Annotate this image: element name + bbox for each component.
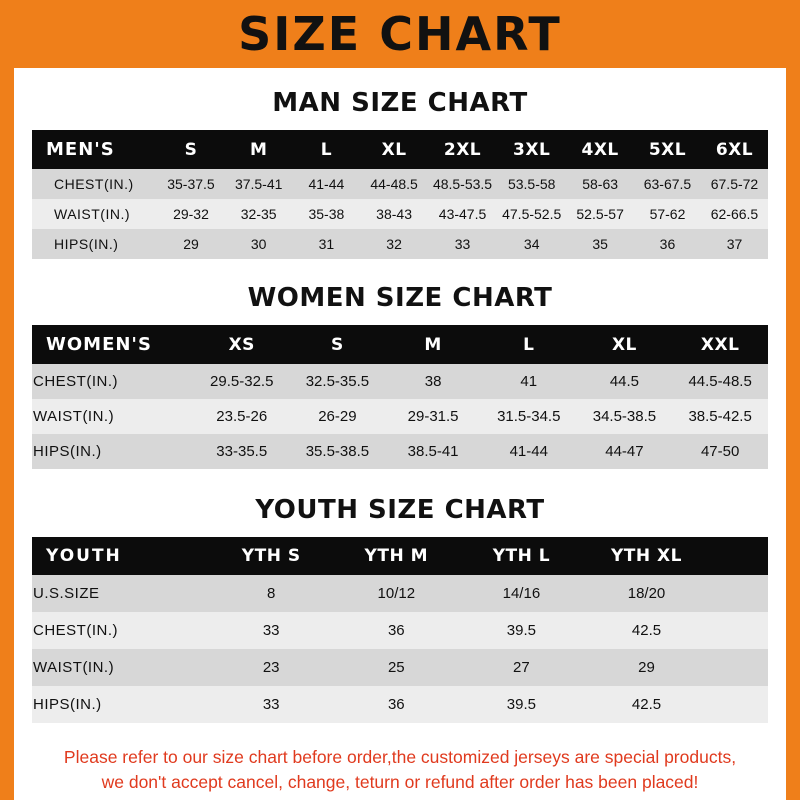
table-cell: 38.5-42.5	[688, 408, 752, 425]
table-cell: 35-37.5	[167, 176, 215, 192]
table-cell: 44.5-48.5	[688, 373, 752, 390]
header-cell: YOUTH	[46, 546, 122, 566]
table-cell: 39.5	[506, 696, 536, 713]
header-cell: 4XL	[581, 139, 619, 160]
table-cell: 35-38	[308, 206, 345, 222]
footer-note	[32, 745, 768, 796]
table-row	[32, 686, 768, 723]
table-cell: 41	[520, 373, 538, 390]
section-title-women: WOMEN SIZE CHART	[247, 283, 553, 313]
table-cell: 33	[262, 622, 280, 639]
table-cell: 29.5-32.5	[210, 373, 274, 390]
table-cell: 29-32	[173, 206, 209, 222]
table-cell: 37.5-41	[234, 176, 283, 192]
header-cell: YTH L	[492, 546, 551, 566]
table-cell: 39.5	[506, 622, 536, 639]
table-cell-empty	[709, 612, 768, 649]
table-cell: 67.5-72	[710, 176, 759, 192]
table-cell: 58-63	[582, 176, 619, 192]
table-cell: 52.5-57	[576, 206, 624, 222]
header-cell: M	[424, 334, 442, 355]
table-cell: 44-47	[605, 443, 644, 460]
section-title-youth: YOUTH SIZE CHART	[255, 495, 545, 525]
table-cell: 41-44	[308, 176, 345, 192]
header-cell: 2XL	[443, 139, 482, 160]
row-label: CHEST(IN.)	[33, 622, 118, 639]
header-cell: S	[331, 334, 344, 355]
table-row	[32, 575, 768, 612]
row-label: HIPS(IN.)	[33, 443, 102, 460]
table-row	[32, 364, 768, 399]
table-cell: 41-44	[509, 443, 548, 460]
row-label: CHEST(IN.)	[33, 373, 118, 390]
table-cell: 31	[318, 236, 335, 252]
header-cell: YTH S	[241, 546, 301, 566]
header-cell: YTH XL	[611, 546, 682, 566]
header-cell: XXL	[700, 334, 740, 355]
chart-content	[14, 88, 786, 796]
footer-line-1: Please refer to our size chart before order,the customized jerseys are special products,	[63, 747, 737, 767]
table-cell: 57-62	[649, 206, 686, 222]
table-cell: 33	[454, 236, 471, 252]
table-cell: 31.5-34.5	[497, 408, 561, 425]
table-cell: 18/20	[627, 585, 666, 602]
table-cell: 44.5	[609, 373, 640, 390]
women-size-table	[32, 325, 768, 469]
table-cell: 37	[726, 236, 743, 252]
table-cell: 53.5-58	[507, 176, 556, 192]
table-cell: 47-50	[700, 443, 740, 460]
table-cell: 8	[267, 585, 276, 602]
table-cell: 36	[387, 696, 405, 713]
table-cell: 34	[523, 236, 540, 252]
table-row	[32, 434, 768, 469]
table-row	[32, 612, 768, 649]
table-header-row	[32, 325, 768, 364]
table-header-row	[32, 537, 768, 575]
header-cell: M	[249, 139, 268, 160]
table-cell: 35	[592, 236, 608, 252]
table-cell: 38	[424, 373, 442, 390]
header-cell: 5XL	[648, 139, 687, 160]
row-label: HIPS(IN.)	[54, 236, 119, 252]
table-cell: 30	[250, 236, 267, 252]
table-row	[32, 199, 768, 229]
footer-line-2: we don't accept cancel, change, teturn or refund after order has been placed!	[101, 772, 699, 793]
table-cell: 32	[386, 236, 402, 252]
section-title-man: MAN SIZE CHART	[272, 88, 528, 118]
table-row	[32, 649, 768, 686]
row-label: WAIST(IN.)	[33, 408, 115, 425]
table-cell: 23	[262, 659, 280, 676]
table-cell: 29	[183, 236, 199, 252]
table-cell: 38-43	[376, 206, 412, 222]
youth-size-table	[32, 537, 768, 723]
section-youth	[32, 495, 768, 723]
table-cell: 36	[659, 236, 676, 252]
table-cell-empty	[709, 649, 768, 686]
row-label: WAIST(IN.)	[33, 659, 115, 676]
table-header-row	[32, 130, 768, 169]
header-cell: 6XL	[715, 139, 754, 160]
table-cell: 44-48.5	[370, 176, 418, 192]
header-cell: YTH M	[364, 546, 429, 566]
man-size-table	[32, 130, 768, 259]
table-cell: 27	[513, 659, 530, 676]
table-cell: 10/12	[377, 585, 416, 602]
table-cell: 26-29	[318, 408, 357, 425]
table-cell: 62-66.5	[710, 206, 759, 222]
table-cell: 29	[638, 659, 655, 676]
header-cell: XL	[611, 334, 637, 355]
table-cell: 32-35	[240, 206, 277, 222]
page-banner	[14, 0, 786, 68]
page-title: SIZE CHART	[238, 7, 562, 61]
table-row	[32, 399, 768, 434]
table-cell: 42.5	[631, 696, 662, 713]
table-cell: 32.5-35.5	[305, 373, 370, 390]
table-cell: 43-47.5	[438, 206, 487, 222]
table-cell: 47.5-52.5	[502, 206, 562, 222]
table-row	[32, 229, 768, 259]
header-cell: XS	[228, 334, 255, 355]
table-cell: 63-67.5	[643, 176, 692, 192]
header-cell-empty	[709, 537, 768, 575]
table-cell: 34.5-38.5	[592, 408, 657, 425]
row-label: HIPS(IN.)	[33, 696, 102, 713]
table-cell: 25	[387, 659, 405, 676]
table-cell: 38.5-41	[407, 443, 459, 460]
row-label: WAIST(IN.)	[54, 206, 131, 222]
header-cell: WOMEN'S	[46, 334, 152, 355]
table-cell: 42.5	[631, 622, 662, 639]
header-cell: L	[523, 334, 535, 355]
section-women	[32, 283, 768, 469]
header-cell: MEN'S	[46, 139, 115, 160]
table-cell: 36	[387, 622, 405, 639]
section-man	[32, 88, 768, 259]
header-cell: 3XL	[513, 139, 551, 160]
table-row	[32, 169, 768, 199]
header-cell: L	[320, 139, 333, 160]
row-label: U.S.SIZE	[33, 585, 100, 602]
table-cell: 14/16	[502, 585, 541, 602]
header-cell: XL	[381, 139, 407, 160]
table-cell-empty	[709, 575, 768, 612]
table-cell: 29-31.5	[407, 408, 459, 425]
header-cell: S	[184, 139, 198, 160]
table-cell: 33	[262, 696, 280, 713]
table-cell: 23.5-26	[216, 408, 268, 425]
table-cell: 48.5-53.5	[432, 176, 493, 192]
table-cell: 35.5-38.5	[305, 443, 370, 460]
row-label: CHEST(IN.)	[54, 176, 134, 192]
table-cell-empty	[709, 686, 768, 723]
table-cell: 33-35.5	[216, 443, 268, 460]
